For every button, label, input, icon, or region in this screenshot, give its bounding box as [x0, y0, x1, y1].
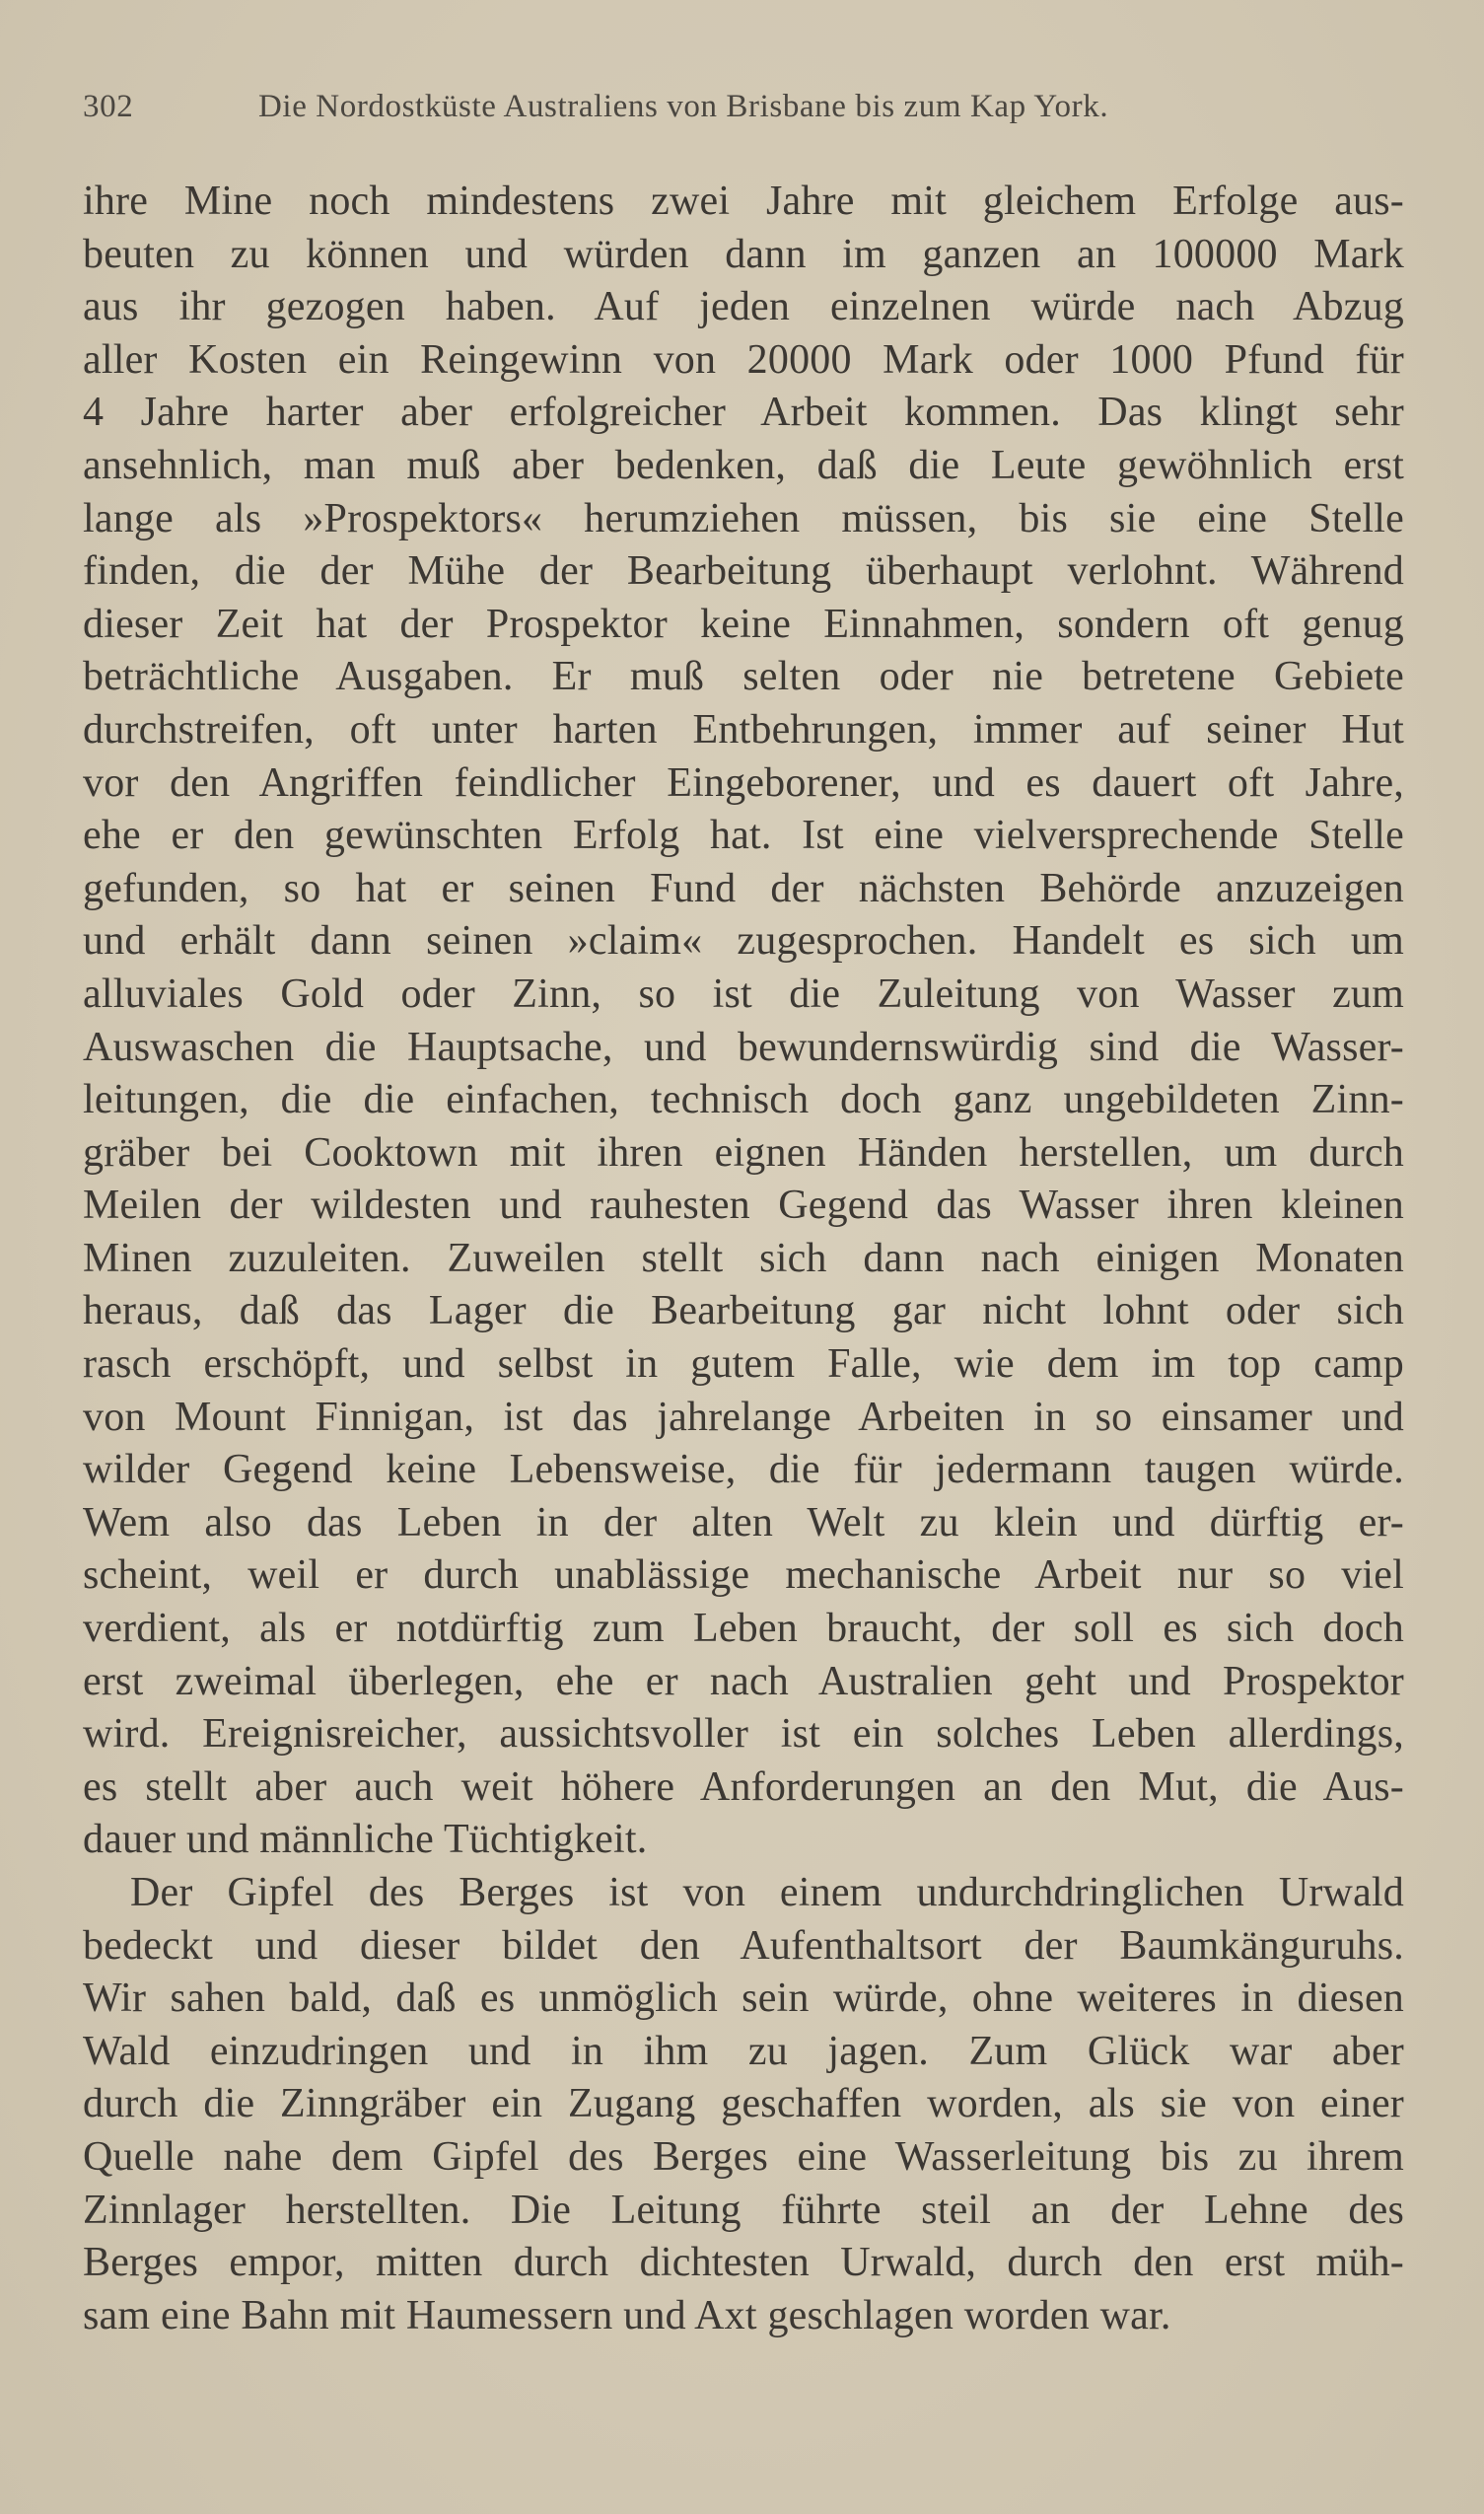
- paragraph: [83, 1867, 1404, 2342]
- text-line: dauer und männliche Tüchtigkeit.: [83, 1817, 648, 1863]
- text-line: beträchtliche Ausgaben. Er muß selten oder nie betretene Gebiete: [83, 654, 1404, 700]
- text-line: Wald einzudringen und in ihm zu jagen. Zum Glück war aber: [83, 2028, 1404, 2074]
- text-line: Auswaschen die Hauptsache, und bewundernswürdig sind die Wasser-: [83, 1024, 1404, 1070]
- text-line: Meilen der wildesten und rauhesten Gegend das Wasser ihren kleinen: [83, 1183, 1404, 1229]
- text-line: dieser Zeit hat der Prospektor keine Einnahmen, sondern oft genug: [83, 601, 1404, 647]
- page-number: 302: [83, 89, 134, 124]
- text-line: wilder Gegend keine Lebensweise, die für jedermann taugen würde.: [83, 1447, 1404, 1493]
- text-line: sam eine Bahn mit Haumessern und Axt geschlagen worden war.: [83, 2292, 1171, 2338]
- text-line: aller Kosten ein Reingewinn von 20000 Mark oder 1000 Pfund für: [83, 336, 1404, 383]
- text-line: Wem also das Leben in der alten Welt zu klein und dürftig er-: [83, 1499, 1404, 1545]
- text-line: Berges empor, mitten durch dichtesten Urwald, durch den erst müh-: [83, 2240, 1404, 2286]
- text-line: gefunden, so hat er seinen Fund der nächsten Behörde anzuzeigen: [83, 865, 1404, 911]
- text-line: beuten zu können und würden dann im ganzen an 100000 Mark: [83, 231, 1404, 277]
- body-text: [83, 176, 1404, 2342]
- text-line: alluviales Gold oder Zinn, so ist die Zuleitung von Wasser zum: [83, 970, 1404, 1017]
- text-line: durchstreifen, oft unter harten Entbehrungen, immer auf seiner Hut: [83, 706, 1404, 753]
- text-line: aus ihr gezogen haben. Auf jeden einzelnen würde nach Abzug: [83, 284, 1404, 330]
- text-line: vor den Angriffen feindlicher Eingeborener, und es dauert oft Jahre,: [83, 759, 1404, 806]
- text-line: gräber bei Cooktown mit ihren eignen Händen herstellen, um durch: [83, 1129, 1404, 1176]
- running-head: Die Nordostküste Australiens von Brisbane bis zum Kap York.: [258, 89, 1109, 124]
- text-line: ansehnlich, man muß aber bedenken, daß die Leute gewöhnlich erst: [83, 442, 1404, 488]
- text-line: Quelle nahe dem Gipfel des Berges eine Wasserleitung bis zu ihrem: [83, 2133, 1404, 2180]
- text-line: rasch erschöpft, und selbst in gutem Falle, wie dem im top camp: [83, 1341, 1404, 1388]
- text-line: erst zweimal überlegen, ehe er nach Australien geht und Prospektor: [83, 1658, 1404, 1704]
- text-line: 4 Jahre harter aber erfolgreicher Arbeit kommen. Das klingt sehr: [83, 390, 1404, 436]
- text-line: und erhält dann seinen »claim« zugesprochen. Handelt es sich um: [83, 918, 1404, 965]
- text-line: scheint, weil er durch unablässige mechanische Arbeit nur so viel: [83, 1552, 1404, 1599]
- text-line: leitungen, die die einfachen, technisch doch ganz ungebildeten Zinn-: [83, 1077, 1404, 1123]
- text-line: Wir sahen bald, daß es unmöglich sein würde, ohne weiteres in diesen: [83, 1975, 1404, 2022]
- text-line: bedeckt und dieser bildet den Aufenthaltsort der Baumkänguruhs.: [83, 1922, 1404, 1969]
- text-line: lange als »Prospektors« herumziehen müssen, bis sie eine Stelle: [83, 495, 1404, 541]
- text-line: wird. Ereignisreicher, aussichtsvoller ist ein solches Leben allerdings,: [83, 1711, 1404, 1758]
- text-line: es stellt aber auch weit höhere Anforderungen an den Mut, die Aus-: [83, 1763, 1404, 1810]
- text-line: finden, die der Mühe der Bearbeitung überhaupt verlohnt. Während: [83, 548, 1404, 595]
- text-line: durch die Zinngräber ein Zugang geschaffen worden, als sie von einer: [83, 2081, 1404, 2127]
- text-line: Der Gipfel des Berges ist von einem undurchdringlichen Urwald: [130, 1870, 1404, 1915]
- text-line: heraus, daß das Lager die Bearbeitung gar nicht lohnt oder sich: [83, 1288, 1404, 1334]
- page-header: [83, 89, 1400, 138]
- paragraph: [83, 176, 1404, 1867]
- text-line: Zinnlager herstellten. Die Leitung führte steil an der Lehne des: [83, 2187, 1404, 2233]
- text-line: verdient, als er notdürftig zum Leben braucht, der soll es sich doch: [83, 1606, 1404, 1652]
- text-line: Minen zuzuleiten. Zuweilen stellt sich dann nach einigen Monaten: [83, 1235, 1404, 1281]
- text-line: von Mount Finnigan, ist das jahrelange Arbeiten in so einsamer und: [83, 1394, 1404, 1440]
- text-line: ehe er den gewünschten Erfolg hat. Ist eine vielversprechende Stelle: [83, 813, 1404, 859]
- text-line: ihre Mine noch mindestens zwei Jahre mit gleichem Erfolge aus-: [83, 179, 1404, 224]
